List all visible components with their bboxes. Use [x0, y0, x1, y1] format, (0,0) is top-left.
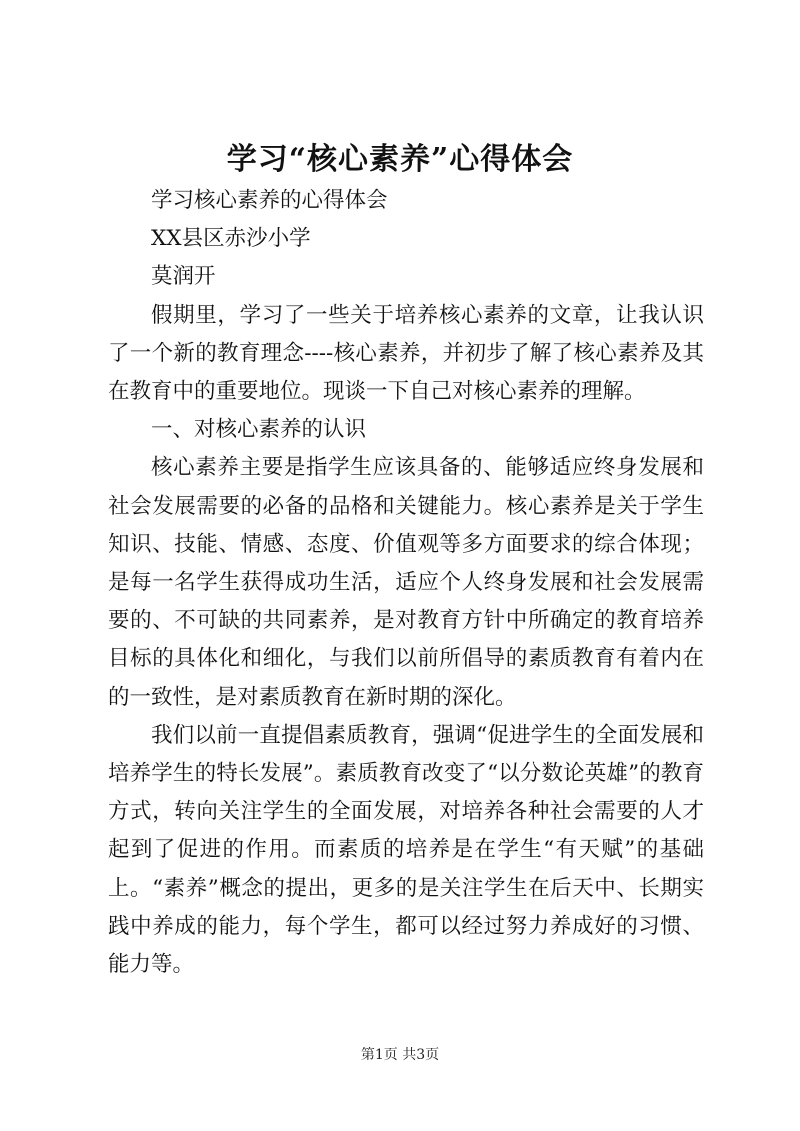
section-heading: 一、对核心素养的认识 — [151, 417, 367, 443]
document-title: 学习“核心素养”心得体会 — [226, 142, 574, 177]
document-subtitle: 学习核心素养的心得体会 — [151, 188, 388, 213]
document-body — [108, 182, 704, 984]
paragraph-definition: 核心素养主要是指学生应该具备的、能够适应终身发展和社会发展需要的必备的品格和关键能力。核心素养是关于学生知识、技能、情感、态度、价值观等多方面要求的综合体现；是每一名学生获得成功生活，适应个人终身发展和社会发展需要的、不可缺的共同素养，是对教育方针中所确定的教育培养目标的具体化和细化，与我们以前所倡导的素质教育有着内在的一致性，是对素质教育在新时期的深化。 — [108, 455, 704, 710]
paragraph-intro: 假期里，学习了一些关于培养核心素养的文章，让我认识了一个新的教育理念----核心素养，并初步了解了核心素养及其在教育中的重要地位。现谈一下自己对核心素养的理解。 — [108, 302, 704, 405]
school-name: XX县区赤沙小学 — [151, 226, 311, 252]
page-number: 第1页 共3页 — [360, 1047, 440, 1063]
paragraph-quality-education: 我们以前一直提倡素质教育，强调“促进学生的全面发展和培养学生的特长发展”。素质教育改变了“以分数论英雄”的教育方式，转向关注学生的全面发展，对培养各种社会需要的人才起到了促进的作用。而素质的培养是在学生“有天赋”的基础上。“素养”概念的提出，更多的是关注学生在后天中、长期实践中养成的能力，每个学生，都可以经过努力养成好的习惯、能力等。 — [108, 722, 704, 978]
author-name: 莫润开 — [151, 264, 216, 290]
